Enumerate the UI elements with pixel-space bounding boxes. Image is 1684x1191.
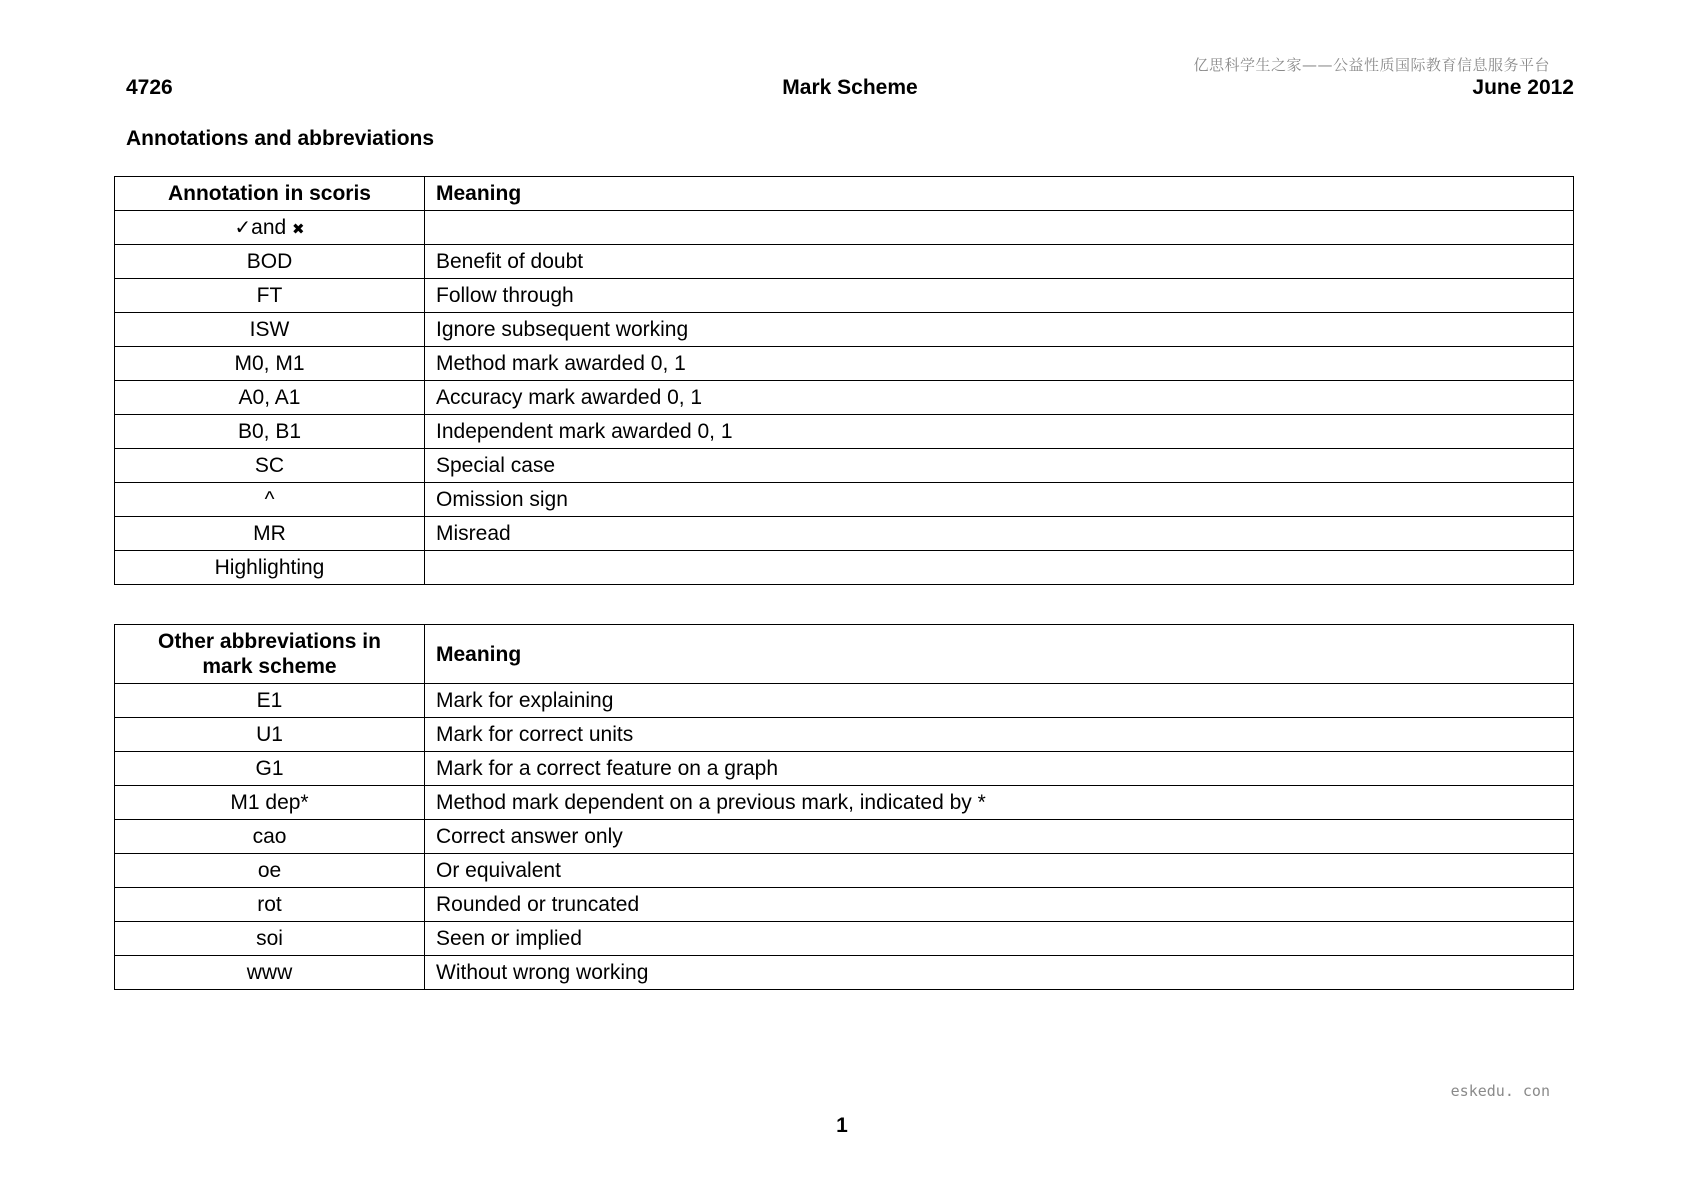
abbr-cell: ISW [115,313,425,347]
meaning-cell: Or equivalent [425,854,1574,888]
abbr-cell: MR [115,517,425,551]
meaning-cell: Seen or implied [425,922,1574,956]
other-abbreviations-table [114,624,1574,990]
table-row [115,551,1574,585]
abbr-cell: cao [115,820,425,854]
document-title: Mark Scheme [782,76,918,99]
meaning-cell [425,551,1574,585]
table-row [115,854,1574,888]
paper-code: 4726 [126,76,173,99]
abbr-cell: oe [115,854,425,888]
header-line-1: Other abbreviations in [158,630,381,653]
table-row [115,956,1574,990]
cross-icon: ✖ [292,219,305,238]
table-row [115,786,1574,820]
meaning-cell: Misread [425,517,1574,551]
meaning-cell: Special case [425,449,1574,483]
section-heading: Annotations and abbreviations [126,127,435,150]
table-row [115,888,1574,922]
meaning-cell: Ignore subsequent working [425,313,1574,347]
table-row [115,718,1574,752]
column-header-meaning: Meaning [425,177,1574,211]
header-line-2: mark scheme [202,655,337,678]
abbr-cell: G1 [115,752,425,786]
abbr-cell: www [115,956,425,990]
column-header-meaning: Meaning [425,625,1574,684]
abbr-cell: rot [115,888,425,922]
meaning-cell: Mark for correct units [425,718,1574,752]
table-row [115,684,1574,718]
abbr-cell: soi [115,922,425,956]
meaning-cell: Mark for explaining [425,684,1574,718]
meaning-cell: Rounded or truncated [425,888,1574,922]
exam-date: June 2012 [1472,76,1574,99]
table-row [115,483,1574,517]
page-number: 1 [836,1114,848,1137]
tick-and-label: and [251,215,287,239]
table-row [115,752,1574,786]
watermark-top: 亿思科学生之家——公益性质国际教育信息服务平台 [1193,56,1550,74]
abbr-cell: E1 [115,684,425,718]
check-icon: ✓ [234,214,252,239]
page-header [126,76,1574,102]
meaning-cell: Independent mark awarded 0, 1 [425,415,1574,449]
watermark-bottom: eskedu. con [1450,1082,1550,1100]
abbr-cell: FT [115,279,425,313]
table-row [115,820,1574,854]
tick-and-cross-cell [115,211,425,245]
column-header-annotation: Annotation in scoris [115,177,425,211]
table-row [115,449,1574,483]
abbr-cell: M0, M1 [115,347,425,381]
meaning-cell: Correct answer only [425,820,1574,854]
table-row [115,245,1574,279]
meaning-cell: Benefit of doubt [425,245,1574,279]
table-row [115,381,1574,415]
table-row [115,517,1574,551]
meaning-cell: Mark for a correct feature on a graph [425,752,1574,786]
meaning-cell: Method mark dependent on a previous mark, indicated by * [425,786,1574,820]
abbr-cell: BOD [115,245,425,279]
abbr-cell: U1 [115,718,425,752]
annotations-table [114,176,1574,585]
meaning-cell: Follow through [425,279,1574,313]
meaning-cell: Accuracy mark awarded 0, 1 [425,381,1574,415]
abbr-cell: ^ [115,483,425,517]
meaning-cell: Without wrong working [425,956,1574,990]
table-row [115,279,1574,313]
meaning-cell: Method mark awarded 0, 1 [425,347,1574,381]
abbr-cell: B0, B1 [115,415,425,449]
table-row [115,347,1574,381]
meaning-cell [425,211,1574,245]
abbr-cell: Highlighting [115,551,425,585]
table-header-row [115,177,1574,211]
table-row [115,211,1574,245]
column-header-other-abbreviations [115,625,425,684]
meaning-cell: Omission sign [425,483,1574,517]
abbr-cell: M1 dep* [115,786,425,820]
table-header-row [115,625,1574,684]
abbr-cell: SC [115,449,425,483]
table-row [115,415,1574,449]
table-row [115,313,1574,347]
table-row [115,922,1574,956]
abbr-cell: A0, A1 [115,381,425,415]
